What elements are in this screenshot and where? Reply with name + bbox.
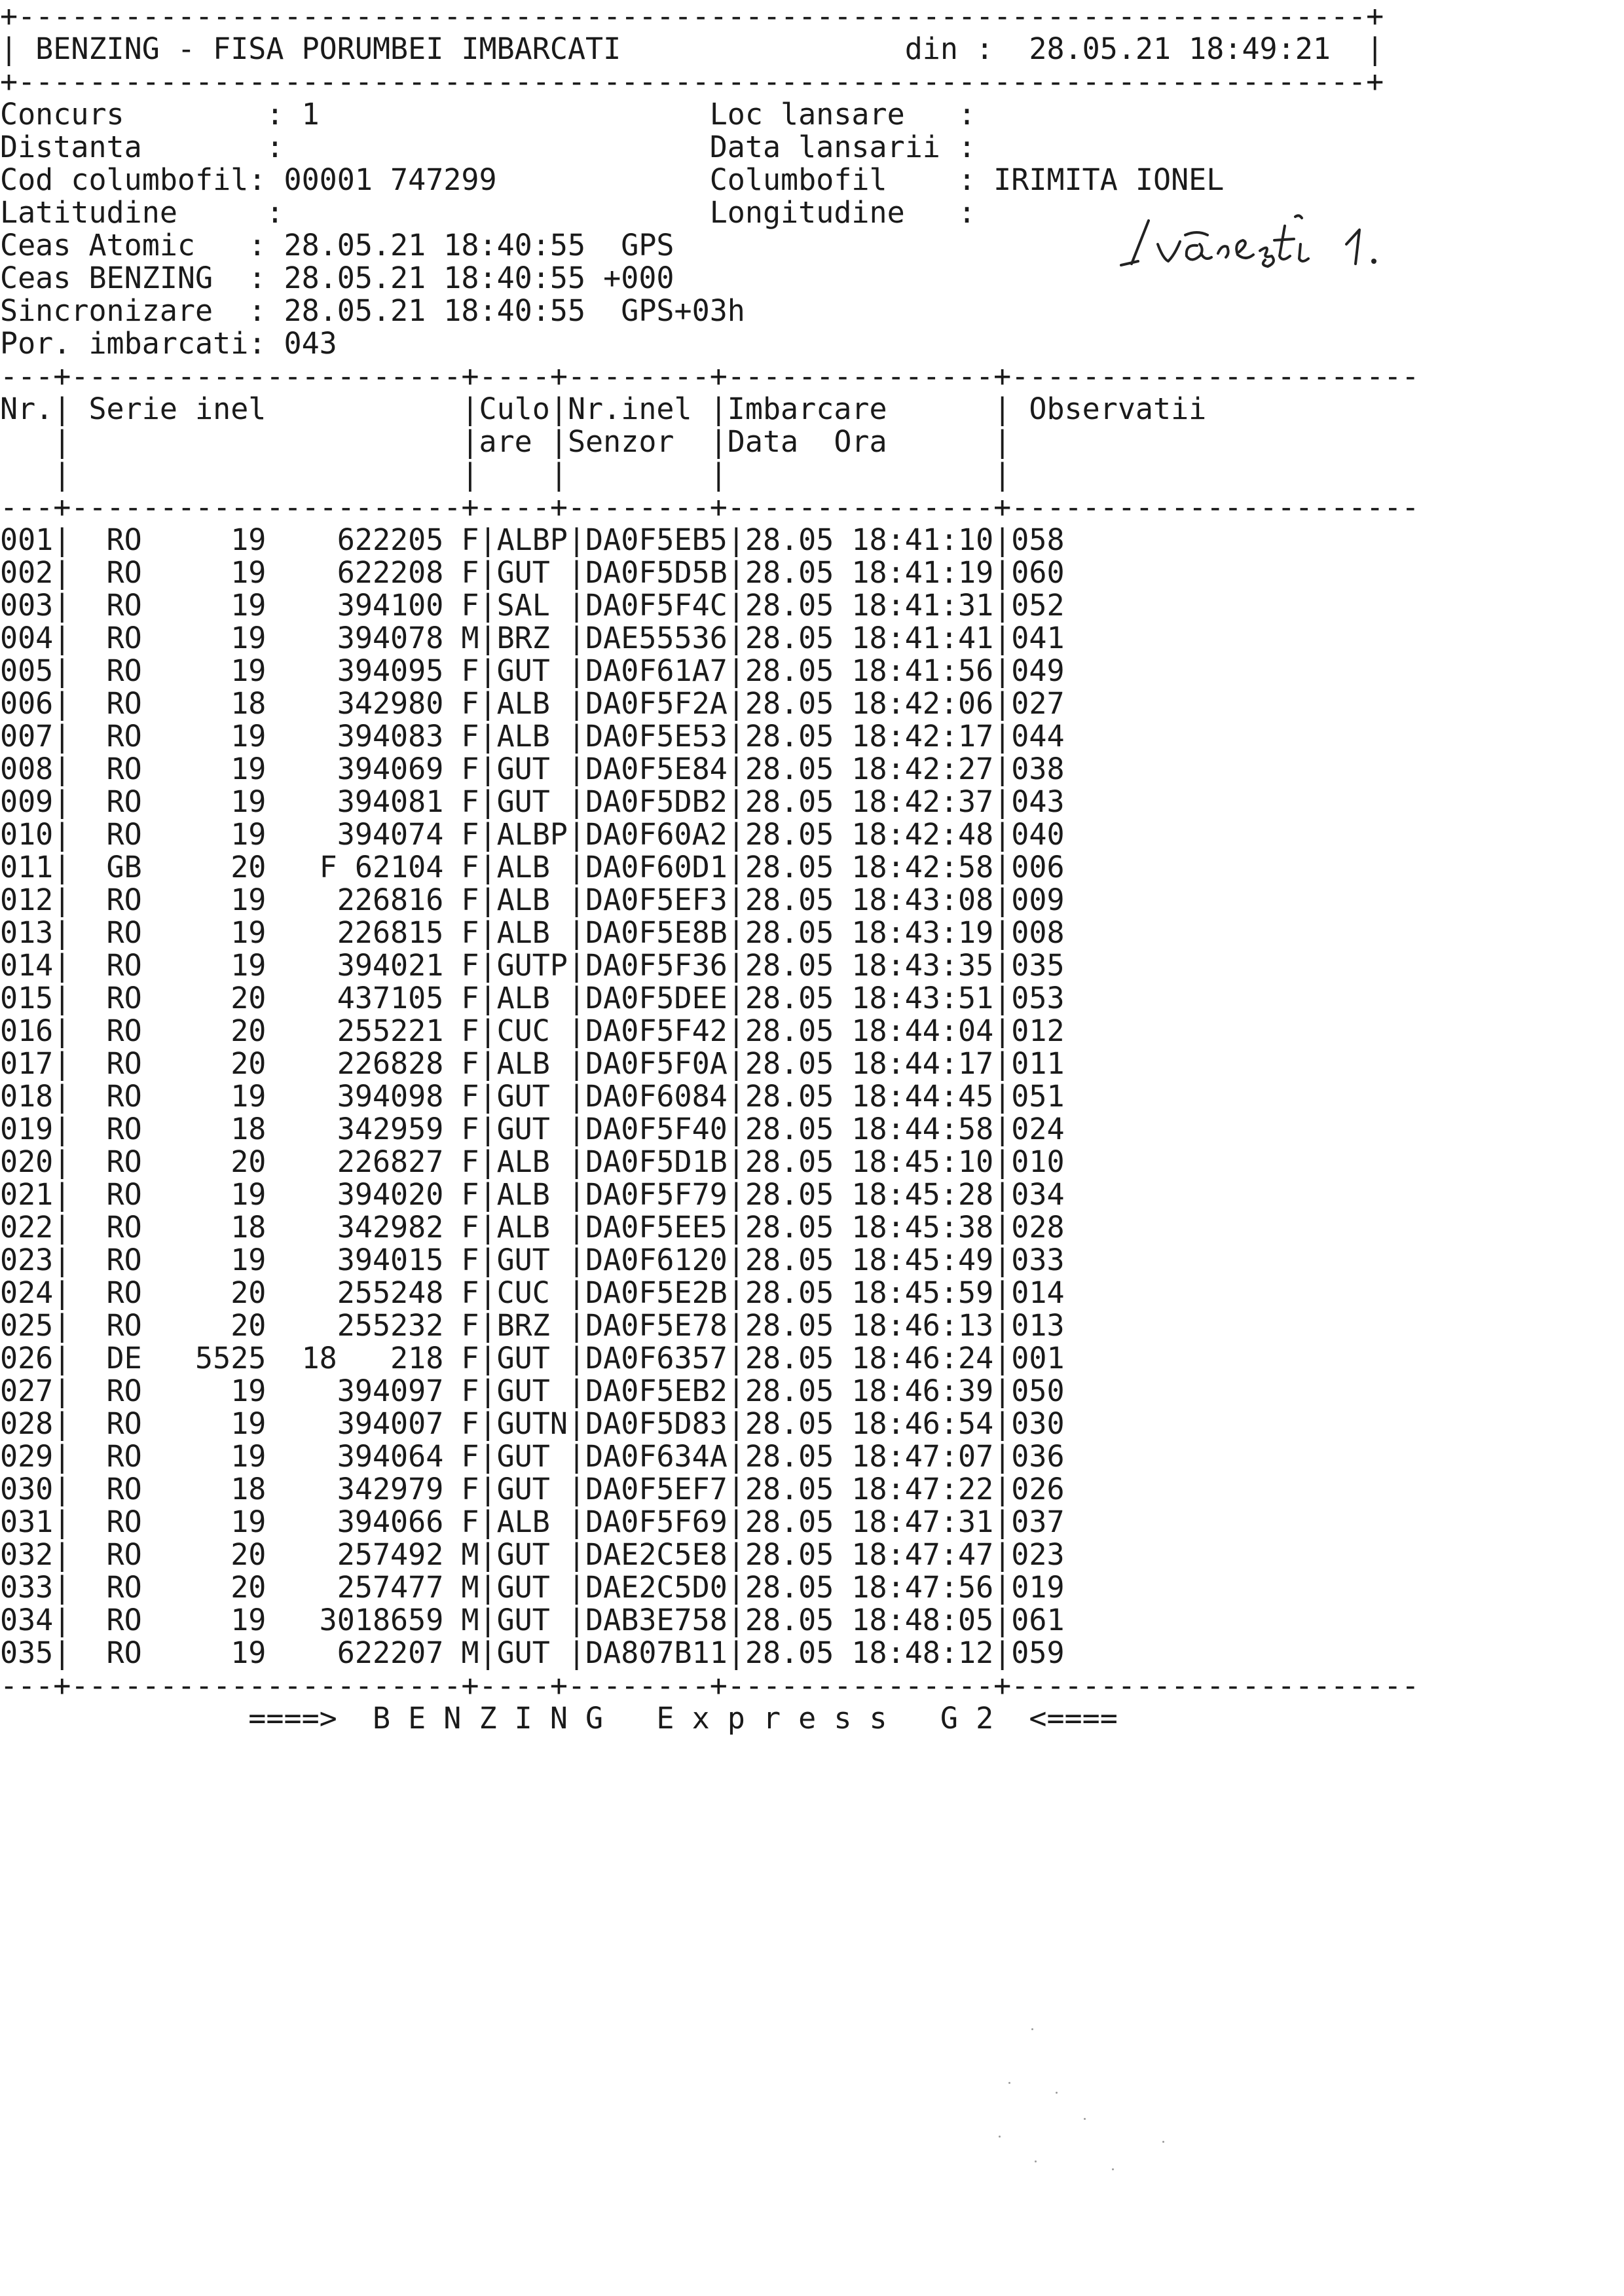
distanta-line: Distanta : Data lansarii : [0, 130, 994, 164]
table-separator: ---+----------------------+----+--------+---------------+----------------------- [0, 1668, 1420, 1703]
table-row: 012| RO 19 226816 F|ALB |DA0F5EF3|28.05 18:43:08|009 [0, 883, 1065, 917]
coordinates-line: Latitudine : Longitudine : [0, 195, 994, 230]
table-row: 025| RO 20 255232 F|BRZ |DA0F5E78|28.05 18:46:13|013 [0, 1308, 1065, 1343]
table-separator: ---+----------------------+----+--------+---------------+----------------------- [0, 359, 1420, 393]
table-row: 004| RO 19 394078 M|BRZ |DAE55536|28.05 18:41:41|041 [0, 621, 1065, 655]
header-border-top: +----------------------------------------------------------------------------+ [0, 0, 1384, 33]
table-row: 020| RO 20 226827 F|ALB |DA0F5D1B|28.05 18:45:10|010 [0, 1144, 1065, 1179]
header-border-bottom: +----------------------------------------------------------------------------+ [0, 64, 1384, 99]
scan-speck [1056, 2092, 1058, 2094]
table-row: 005| RO 19 394095 F|GUT |DA0F61A7|28.05 18:41:56|049 [0, 653, 1065, 688]
clock-line: Ceas Atomic : 28.05.21 18:40:55 GPS [0, 228, 674, 263]
scan-speck [1162, 2141, 1164, 2143]
table-row: 029| RO 19 394064 F|GUT |DA0F634A|28.05 18:47:07|036 [0, 1439, 1065, 1474]
table-row: 013| RO 19 226815 F|ALB |DA0F5E8B|28.05 18:43:19|008 [0, 915, 1065, 950]
table-row: 006| RO 18 342980 F|ALB |DA0F5F2A|28.05 18:42:06|027 [0, 686, 1065, 721]
table-row: 023| RO 19 394015 F|GUT |DA0F6120|28.05 18:45:49|033 [0, 1243, 1065, 1277]
table-row: 033| RO 20 257477 M|GUT |DAE2C5D0|28.05 18:47:56|019 [0, 1570, 1065, 1605]
boarded-count-line: Por. imbarcati: 043 [0, 326, 337, 361]
table-row: 003| RO 19 394100 F|SAL |DA0F5F4C|28.05 18:41:31|052 [0, 588, 1065, 623]
scan-speck [1008, 2082, 1010, 2084]
table-row: 014| RO 19 394021 F|GUTP|DA0F5F36|28.05 18:43:35|035 [0, 948, 1065, 983]
table-row: 018| RO 19 394098 F|GUT |DA0F6084|28.05 18:44:45|051 [0, 1079, 1065, 1114]
table-row: 011| GB 20 F 62104 F|ALB |DA0F60D1|28.05 18:42:58|006 [0, 850, 1065, 884]
table-row: 024| RO 20 255248 F|CUC |DA0F5E2B|28.05 18:45:59|014 [0, 1275, 1065, 1310]
table-row: 027| RO 19 394097 F|GUT |DA0F5EB2|28.05 18:46:39|050 [0, 1374, 1065, 1408]
table-row: 009| RO 19 394081 F|GUT |DA0F5DB2|28.05 18:42:37|043 [0, 784, 1065, 819]
table-row: 022| RO 18 342982 F|ALB |DA0F5EE5|28.05 18:45:38|028 [0, 1210, 1065, 1245]
handwritten-release-location [1120, 193, 1434, 285]
clock-line: Ceas BENZING : 28.05.21 18:40:55 +000 [0, 261, 674, 295]
table-header-spacer: | | | | | [0, 457, 1012, 492]
table-row: 007| RO 19 394083 F|ALB |DA0F5E53|28.05 18:42:17|044 [0, 719, 1065, 754]
scan-speck [1035, 2160, 1037, 2162]
table-separator: ---+----------------------+----+--------+---------------+----------------------- [0, 490, 1420, 524]
table-row: 016| RO 20 255221 F|CUC |DA0F5F42|28.05 18:44:04|012 [0, 1013, 1065, 1048]
table-row: 001| RO 19 622205 F|ALBP|DA0F5EB5|28.05 18:41:10|058 [0, 522, 1065, 557]
clock-line: Sincronizare : 28.05.21 18:40:55 GPS+03h [0, 293, 745, 328]
table-header-row-2: | |are |Senzor |Data Ora | [0, 424, 1012, 459]
cod-columbofil-line: Cod columbofil: 00001 747299 Columbofil : IRIMITA IONEL [0, 162, 1225, 197]
scan-speck [1084, 2118, 1086, 2120]
scan-speck [1031, 2028, 1033, 2030]
table-row: 028| RO 19 394007 F|GUTN|DA0F5D83|28.05 18:46:54|030 [0, 1406, 1065, 1441]
table-row: 032| RO 20 257492 M|GUT |DAE2C5E8|28.05 18:47:47|023 [0, 1537, 1065, 1572]
table-row: 030| RO 18 342979 F|GUT |DA0F5EF7|28.05 18:47:22|026 [0, 1472, 1065, 1506]
table-row: 026| DE 5525 18 218 F|GUT |DA0F6357|28.05 18:46:24|001 [0, 1341, 1065, 1376]
table-row: 019| RO 18 342959 F|GUT |DA0F5F40|28.05 18:44:58|024 [0, 1112, 1065, 1146]
table-row: 021| RO 19 394020 F|ALB |DA0F5F79|28.05 18:45:28|034 [0, 1177, 1065, 1212]
table-row: 034| RO 19 3018659 M|GUT |DAB3E758|28.05 18:48:05|061 [0, 1603, 1065, 1637]
scan-speck [999, 2136, 1001, 2138]
scan-speck [1112, 2168, 1114, 2170]
table-row: 008| RO 19 394069 F|GUT |DA0F5E84|28.05 18:42:27|038 [0, 752, 1065, 786]
table-row: 035| RO 19 622207 M|GUT |DA807B11|28.05 18:48:12|059 [0, 1635, 1065, 1670]
footer-line: ====> B E N Z I N G E x p r e s s G 2 <==== [0, 1701, 1118, 1736]
header-title-line: | BENZING - FISA PORUMBEI IMBARCATI din : 28.05.21 18:49:21 | [0, 31, 1384, 66]
table-row: 031| RO 19 394066 F|ALB |DA0F5F69|28.05 18:47:31|037 [0, 1504, 1065, 1539]
table-row: 017| RO 20 226828 F|ALB |DA0F5F0A|28.05 18:44:17|011 [0, 1046, 1065, 1081]
table-row: 015| RO 20 437105 F|ALB |DA0F5DEE|28.05 18:43:51|053 [0, 981, 1065, 1015]
table-row: 010| RO 19 394074 F|ALBP|DA0F60A2|28.05 18:42:48|040 [0, 817, 1065, 852]
concurs-line: Concurs : 1 Loc lansare : [0, 97, 976, 132]
table-row: 002| RO 19 622208 F|GUT |DA0F5D5B|28.05 18:41:19|060 [0, 555, 1065, 590]
table-header-row-1: Nr.| Serie inel |Culo|Nr.inel |Imbarcare | Observatii [0, 392, 1207, 426]
